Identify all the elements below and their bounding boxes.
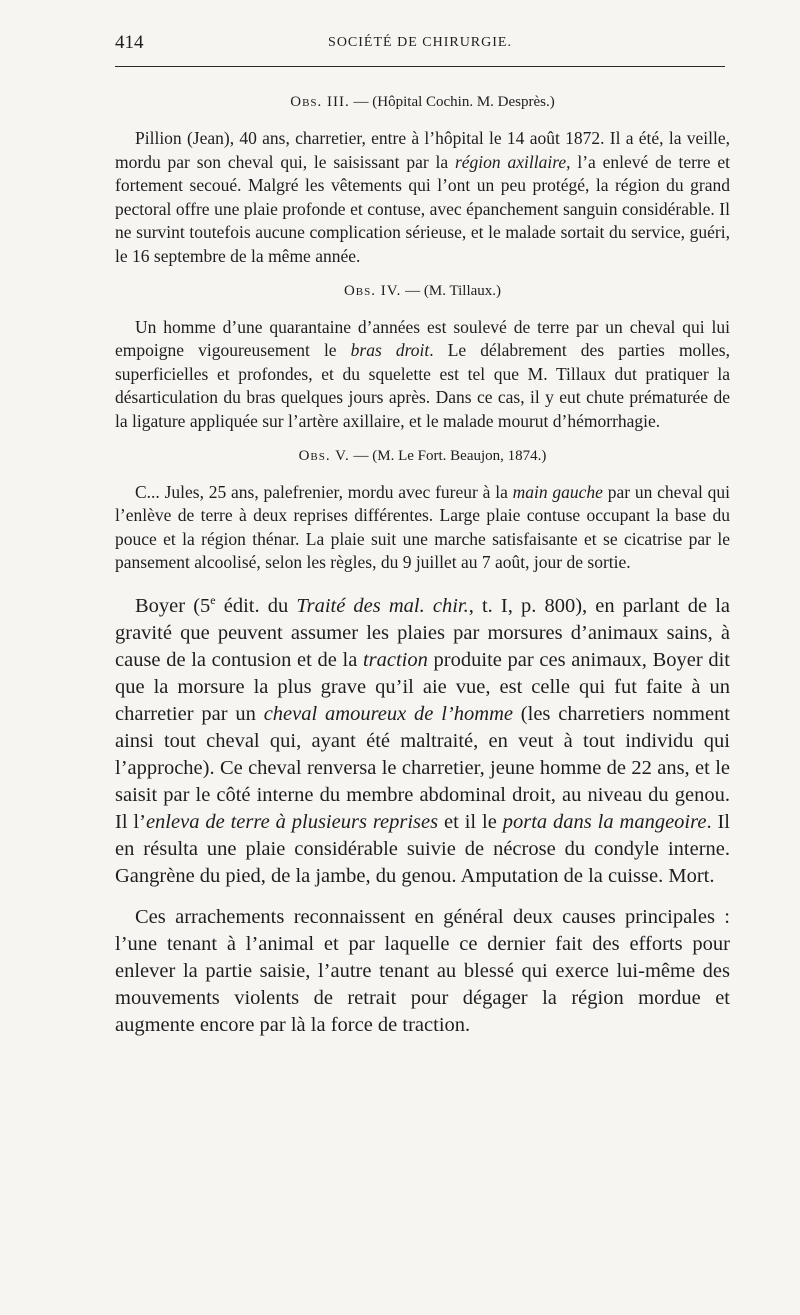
obs-4-heading bbox=[115, 280, 730, 302]
edition-superscript: e bbox=[210, 592, 216, 607]
obs-5-paragraph bbox=[115, 481, 730, 575]
header-rule bbox=[115, 66, 725, 67]
obs-3-emphasis: région axillaire bbox=[454, 151, 567, 172]
boyer-text-a: Boyer (5 bbox=[135, 594, 211, 617]
boyer-emphasis-cheval: cheval amoureux de l’homme bbox=[263, 702, 513, 725]
obs-3-text-b: , l’a enlevé de terre et fortement secoué. Malgré les vêtements qui l’ont un peu protégé, la région du grand pectoral offre une plaie profonde et contuse, avec épanchement sanguin considérable. Il ne survint toutefois aucune complication sérieuse, et le malade sortait du service, guéri, le 16 septembre de la même année. bbox=[115, 151, 730, 266]
page-number: 414 bbox=[115, 32, 144, 53]
obs-4-label: Obs. IV. bbox=[343, 282, 402, 299]
discussion-section bbox=[115, 587, 730, 1039]
boyer-text-e: (les charretiers nomment ainsi tout cheval qui, ayant été maltraité, en veut à tout individu qui l’approche). Ce cheval renversa le charretier, jeune homme de 22 ans, et le saisit par le côté interne du membre abdominal droit, au niveau du genou. Il l’ bbox=[115, 702, 730, 833]
obs-4-text-a: Un homme d’une quarantaine d’années est soulevé de terre par un cheval qui lui empoigne vigoureusement le bbox=[115, 316, 730, 361]
obs-4-text-b: . Le délabrement des parties molles, superficielles et profondes, et du squelette est tel que M. Tillaux dut pratiquer la désarticulation du bras quelques jours après. Dans ce cas, il y eut chute prématurée de la ligature appliquée sur l’artère axillaire, et le malade mourut d’hémorrhagie. bbox=[115, 340, 730, 431]
obs-3-text-a: Pillion (Jean), 40 ans, charretier, entre à l’hôpital le 14 août 1872. Il a été, la veille, mordu par son cheval qui, le saisissant par la bbox=[115, 128, 730, 172]
boyer-text-b: édit. du bbox=[215, 594, 297, 617]
obs-4-paragraph bbox=[115, 316, 730, 434]
boyer-emphasis-enleva: enleva de terre à plusieurs reprises bbox=[145, 810, 439, 833]
obs-5-emphasis: main gauche bbox=[512, 481, 603, 502]
boyer-text-g: . Il en résulta une plaie considérable suivie de nécrose du condyle interne. Gangrène du pied, de la jambe, du genou. Amputation de la cuisse. Mort. bbox=[115, 810, 731, 887]
running-head bbox=[115, 30, 725, 60]
obs-4-emphasis: bras droit bbox=[350, 340, 430, 361]
boyer-paragraph bbox=[115, 587, 730, 890]
causes-paragraph: Ces arrachements reconnaissent en général deux causes principales : l’une tenant à l’animal et par laquelle ce dernier fait des efforts pour enlever la partie saisie, l’autre tenant au blessé qui exerce lui-même des mouvements violents de retrait pour dégager la région mordue et augmente encore par là la force de traction. bbox=[115, 905, 730, 1036]
page-body bbox=[115, 91, 730, 1039]
obs-5-text-b: par un cheval qui l’enlève de terre à deux reprises différentes. Large plaie contuse occupant la base du pouce et la région thénar. La plaie suit une marche satisfaisante et se cicatrise par le pansement alcoolisé, selon les règles, du 9 juillet au 7 août, jour de sortie. bbox=[115, 481, 730, 573]
obs-5-heading bbox=[115, 445, 730, 467]
observations-section bbox=[115, 91, 730, 575]
boyer-text-c: , t. I, p. 800), en parlant de la gravité que peuvent assumer les plaies par morsures d’animaux sains, à cause de la contusion et de la bbox=[115, 594, 730, 671]
boyer-text-d: produite par ces animaux, Boyer dit que la morsure la plus grave qu’il aie vue, est celle qui fut faite à un charretier par un bbox=[115, 648, 730, 725]
obs-5-text-a: C... Jules, 25 ans, palefrenier, mordu avec fureur à la bbox=[135, 481, 513, 502]
boyer-text-f: et il le bbox=[438, 810, 503, 833]
book-title: Traité des mal. chir. bbox=[296, 594, 469, 617]
obs-3-paragraph bbox=[115, 127, 730, 269]
obs-3-source: — (Hôpital Cochin. M. Desprès.) bbox=[349, 94, 555, 110]
obs-3-label: Obs. III. bbox=[290, 94, 350, 110]
obs-4-source: — (M. Tillaux.) bbox=[401, 282, 502, 299]
obs-5-source: — (M. Le Fort. Beaujon, 1874.) bbox=[349, 447, 547, 464]
boyer-emphasis-traction: traction bbox=[362, 648, 428, 671]
running-title: SOCIÉTÉ DE CHIRURGIE. bbox=[328, 35, 512, 50]
obs-3-heading bbox=[115, 91, 730, 113]
boyer-emphasis-mangeoire: porta dans la mangeoire bbox=[502, 810, 707, 833]
obs-5-label: Obs. V. bbox=[298, 447, 350, 464]
